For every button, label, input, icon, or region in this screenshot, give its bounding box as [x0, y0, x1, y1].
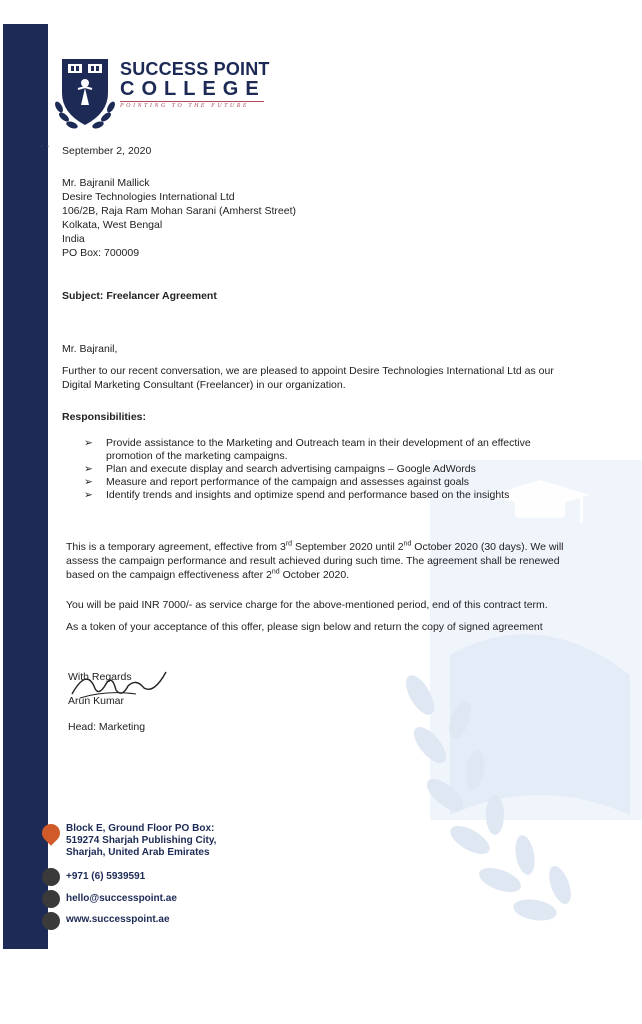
term-line: This is a temporary agreement, effective from 3rd September 2020 until 2nd October 2020 (30 days). We will — [66, 540, 564, 553]
arrow-bullet-icon: ➢ — [84, 463, 93, 475]
phone-icon — [42, 868, 60, 886]
intro-line: Further to our recent conversation, we are pleased to appoint Desire Technologies International Ltd as our — [62, 365, 554, 377]
recipient-company: Desire Technologies International Ltd — [62, 191, 235, 203]
email-icon — [42, 890, 60, 908]
intro-paragraph — [62, 364, 554, 392]
recipient-name: Mr. Bajranil Mallick — [62, 177, 150, 189]
list-item: ➢ Plan and execute display and search advertising campaigns – Google AdWords — [84, 463, 476, 475]
term-paragraph — [66, 540, 563, 582]
signer-title: Head: Marketing — [68, 721, 146, 733]
list-item: ➢ Identify trends and insights and optimize spend and performance based on the insights — [84, 489, 510, 501]
letter-subject: Subject: Freelancer Agreement — [62, 290, 217, 302]
globe-icon — [42, 912, 60, 930]
list-item: ➢ Provide assistance to the Marketing and Outreach team in their development of an effective promotion of the marketing campaigns. — [84, 437, 531, 462]
logo-crest — [54, 55, 116, 135]
arrow-bullet-icon: ➢ — [84, 437, 93, 449]
recipient-po-box: PO Box: 700009 — [62, 247, 140, 259]
sidebar-navy-bar — [3, 24, 48, 949]
logo-name-line1: SUCCESS POINT — [120, 59, 270, 79]
signer-name: Arun Kumar — [68, 695, 125, 707]
scan-marks: · · — [40, 142, 50, 153]
footer-website[interactable]: www.successpoint.ae — [66, 914, 170, 925]
college-logo — [54, 55, 274, 135]
footer-phone: +971 (6) 5939591 — [66, 871, 146, 882]
term-line: based on the campaign effectiveness after 2nd October 2020. — [66, 568, 350, 581]
intro-line: Digital Marketing Consultant (Freelancer) in our organization. — [62, 379, 346, 391]
arrow-bullet-icon: ➢ — [84, 489, 93, 501]
letter-salutation: Mr. Bajranil, — [62, 343, 118, 355]
recipient-country: India — [62, 233, 85, 245]
footer-address: Block E, Ground Floor PO Box: 519274 Sharjah Publishing City, Sharjah, United Arab Emirates — [66, 823, 217, 858]
term-line: assess the campaign performance and result achieved during such time. The agreement shall be renewed — [66, 555, 560, 567]
arrow-bullet-icon: ➢ — [84, 476, 93, 488]
recipient-street: 106/2B, Raja Ram Mohan Sarani (Amherst Street) — [62, 205, 297, 217]
responsibilities-list — [84, 437, 531, 502]
acceptance-text: As a token of your acceptance of this offer, please sign below and return the copy of signed agreement — [66, 621, 543, 633]
list-item: ➢ Measure and report performance of the campaign and assesses against goals — [84, 476, 470, 488]
payment-text: You will be paid INR 7000/- as service charge for the above-mentioned period, end of this contract term. — [66, 599, 548, 611]
recipient-address — [62, 176, 296, 260]
logo-tagline: POINTING TO THE FUTURE — [120, 101, 264, 109]
recipient-city: Kolkata, West Bengal — [62, 219, 163, 231]
responsibilities-heading: Responsibilities: — [62, 411, 147, 423]
logo-name-line2: COLLEGE — [120, 78, 266, 100]
letter-date: September 2, 2020 — [62, 145, 152, 157]
footer-email[interactable]: hello@successpoint.ae — [66, 893, 177, 904]
regards-text: With Regards — [68, 671, 132, 683]
watermark-crest — [390, 455, 642, 955]
